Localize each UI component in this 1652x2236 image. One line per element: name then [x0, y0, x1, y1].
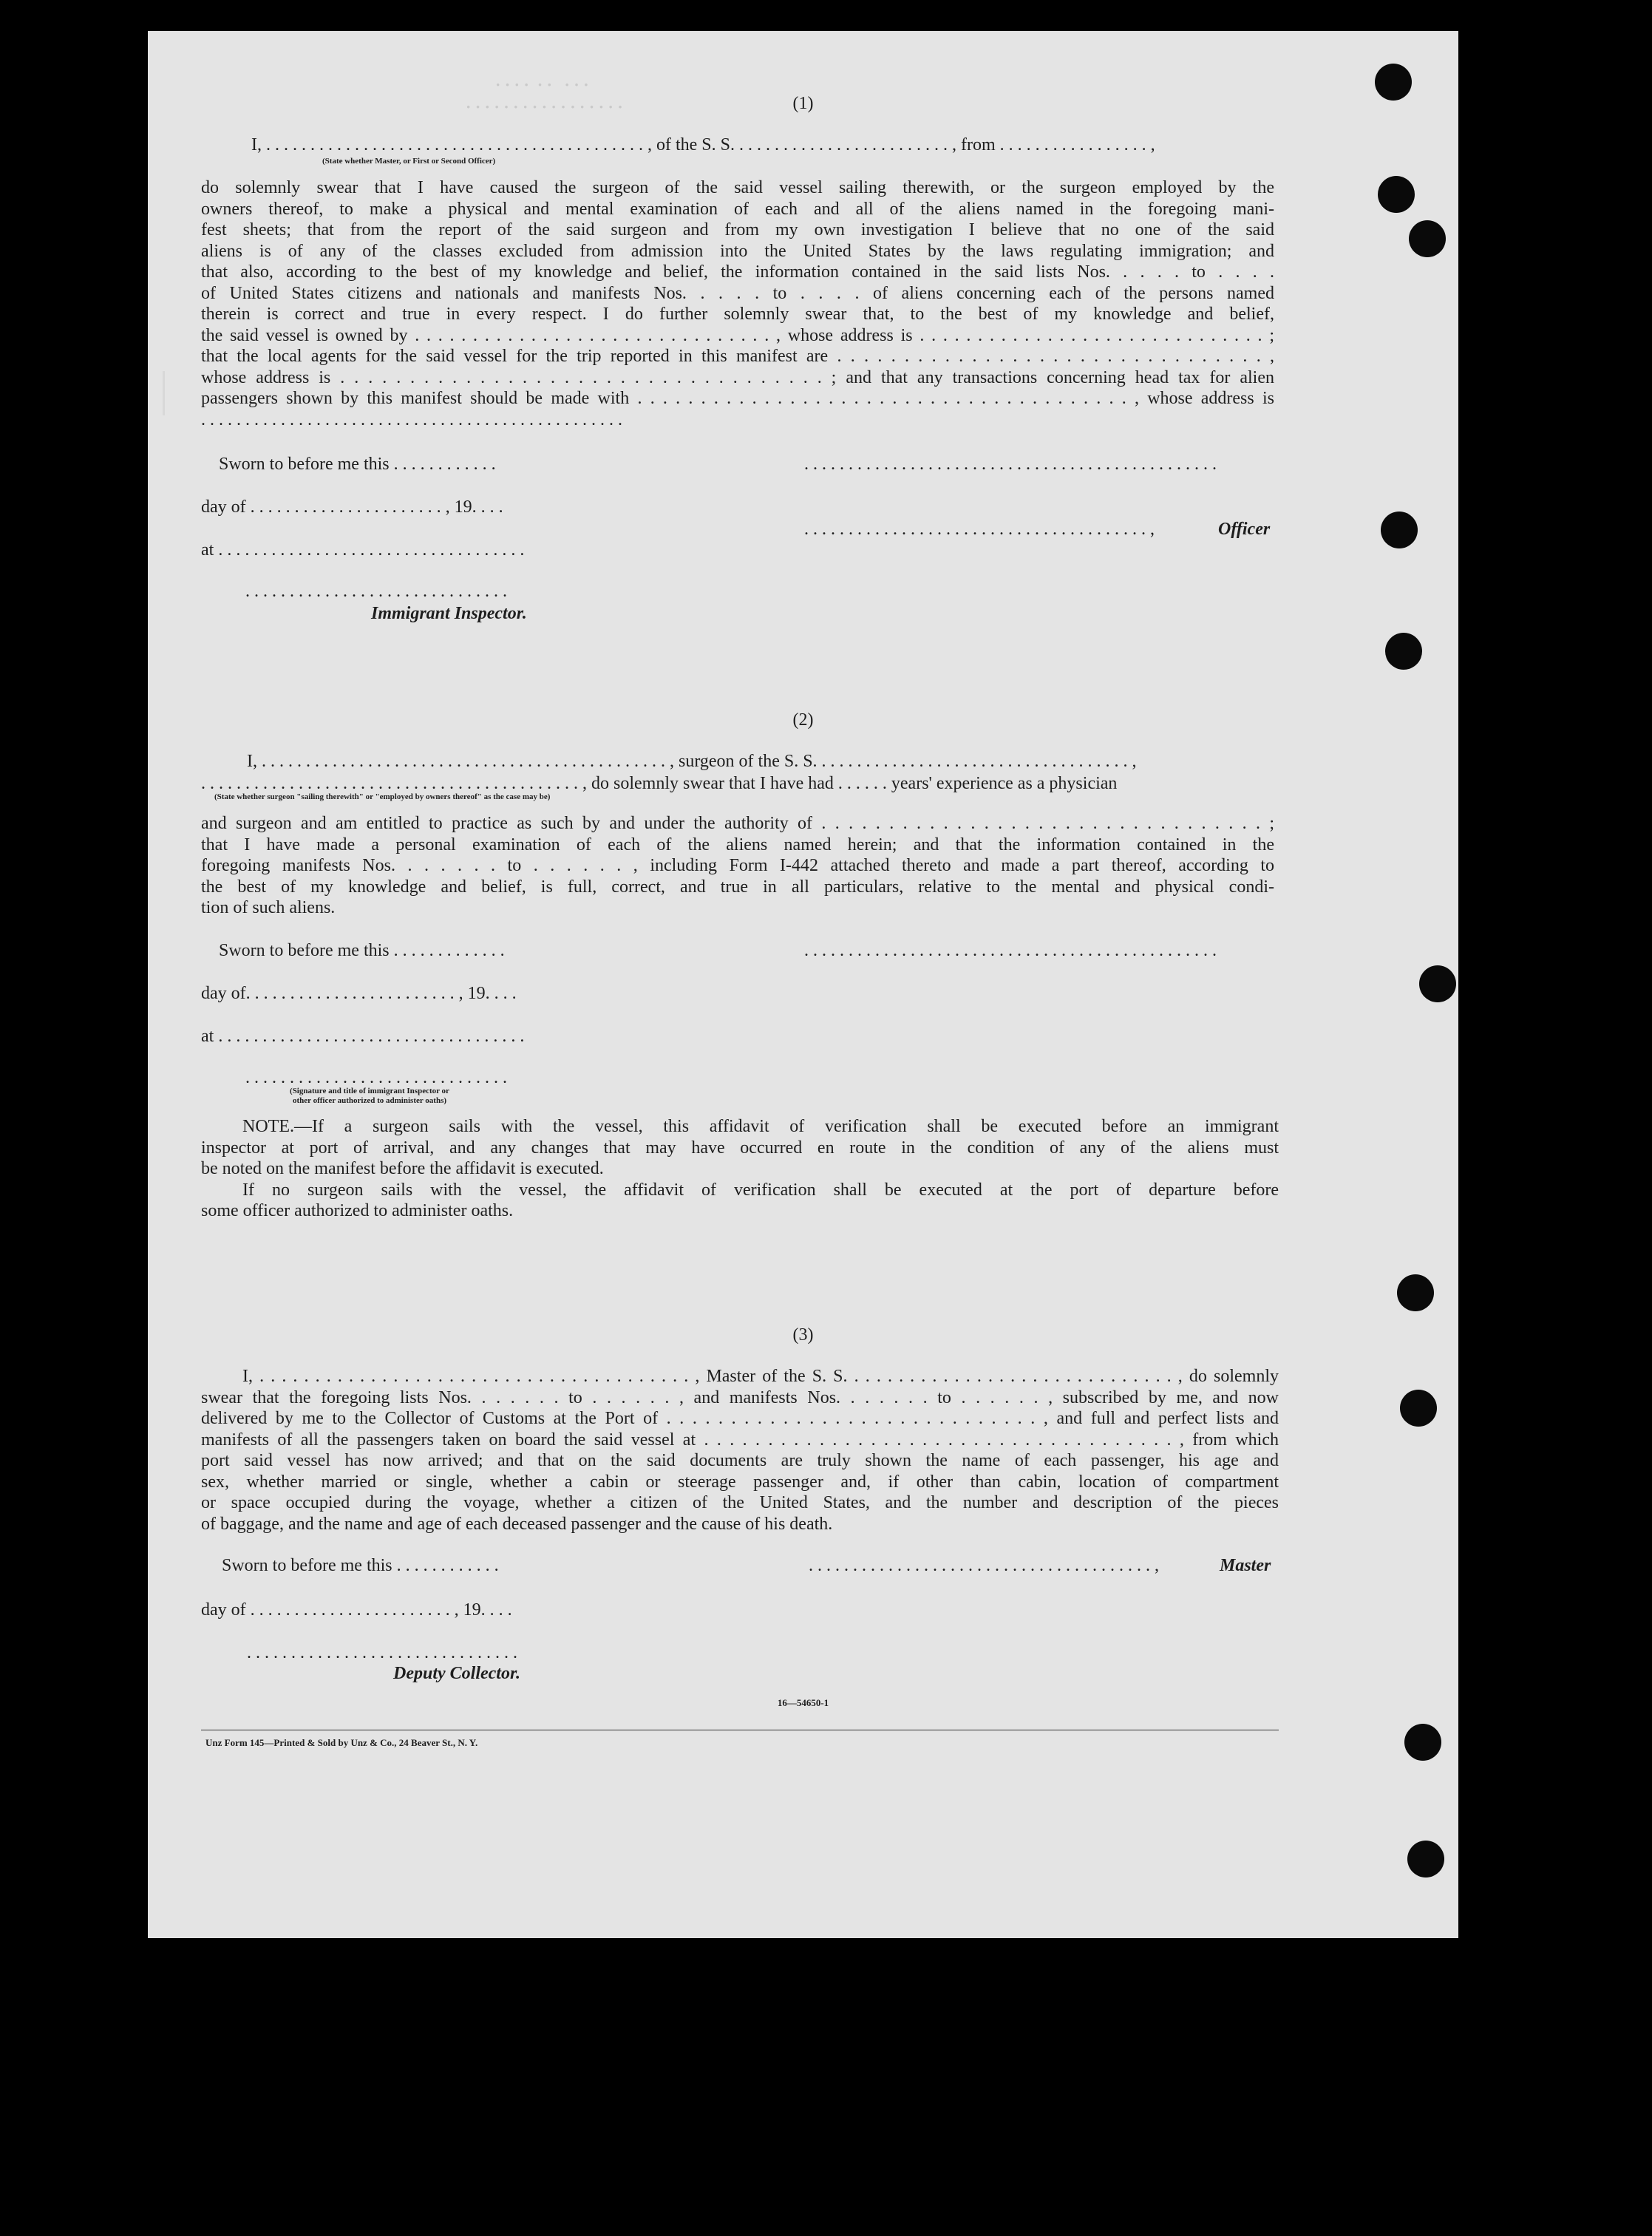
section2-caption: (State whether surgeon "sailing therewith" or "employed by owners thereof" as the case may be): [214, 792, 551, 801]
body-line: do solemnly swear that I have caused the surgeon of the said vessel sailing therewith, or the surgeon employed by the: [201, 178, 1274, 197]
scratch-mark: [163, 371, 165, 415]
section3-day: day of . . . . . . . . . . . . . . . . . . . . . . . , 19. . . .: [201, 1600, 512, 1620]
section1-line1: I, . . . . . . . . . . . . . . . . . . . . . . . . . . . . . . . . . . . . . . . . . . . , of the S. S. . . . . . . . . . . . . . . . . . . . . . . . . , from . . . . . . . . . . . . . . . . . ,: [251, 135, 1155, 154]
body-line: I, . . . . . . . . . . . . . . . . . . . . . . . . . . . . . . . . . . . . . . . , Master of the S. S. . . . . . . . . . . . . . . . . . . . . . . . . . . . . . , do solemnly: [242, 1367, 1279, 1386]
section1-caption: (State whether Master, or First or Second Officer): [322, 157, 496, 166]
body-line: that the local agents for the said vessel for the trip reported in this manifest are . . . . . . . . . . . . . . . . . . . . . . . . . . . . . . . . ,: [201, 347, 1274, 366]
section2-number: (2): [792, 710, 814, 730]
bleed-through-mark: · · · · · · · · ·: [495, 75, 589, 94]
body-line: the said vessel is owned by . . . . . . . . . . . . . . . . . . . . . . . . . . . . . . . , whose address is . . . . . . . . . . . . . . . . . . . . . . . . . . . . . . ;: [201, 325, 1274, 345]
binder-hole: [1375, 64, 1412, 101]
section1-at: at . . . . . . . . . . . . . . . . . . . . . . . . . . . . . . . . . . .: [201, 540, 525, 560]
body-line: fest sheets; that from the report of the said surgeon and from my own investigation I believe that no one of the said: [201, 220, 1274, 239]
section1-sworn: Sworn to before me this . . . . . . . . . . . .: [219, 455, 496, 474]
binder-hole: [1407, 1841, 1444, 1878]
body-line: delivered by me to the Collector of Customs at the Port of . . . . . . . . . . . . . . . . . . . . . . . . . . . . . , and full and perfect lists and: [201, 1409, 1279, 1428]
binder-hole: [1419, 965, 1456, 1002]
note-line: some officer authorized to administer oaths.: [201, 1201, 514, 1220]
section1-officer-dots: . . . . . . . . . . . . . . . . . . . . . . . . . . . . . . . . . . . . . . . ,: [804, 520, 1155, 539]
section1-officer-label: Officer: [1218, 520, 1271, 539]
form-number: 16—54650-1: [777, 1697, 829, 1708]
body-line: manifests of all the passengers taken on board the said vessel at . . . . . . . . . . . . . . . . . . . . . . . . . . . . . . . . . . . . . , from which: [201, 1430, 1279, 1450]
body-line: aliens is of any of the classes excluded from admission into the United States by the laws regulating immigration; and: [201, 241, 1274, 261]
body-line: sex, whether married or single, whether a cabin or steerage passenger and, if other than cabin, location of compartment: [201, 1472, 1279, 1492]
section3-collector-label: Deputy Collector.: [393, 1664, 520, 1683]
body-line: tion of such aliens.: [201, 898, 336, 917]
body-line: and surgeon and am entitled to practice as such by and under the authority of . . . . . . . . . . . . . . . . . . . . . . . . . . . . . . . . . ;: [201, 814, 1274, 833]
note-line: inspector at port of arrival, and any changes that may have occurred en route in the condition of any of the aliens must: [201, 1138, 1279, 1158]
bleed-through-mark: · · · · · · · · · · · · · · · · ·: [466, 98, 623, 116]
binder-hole: [1397, 1274, 1434, 1311]
binder-hole: [1381, 512, 1418, 548]
section2-body: [201, 813, 1274, 919]
section2-sig-dots: . . . . . . . . . . . . . . . . . . . . . . . . . . . . . .: [245, 1068, 507, 1087]
section2-at: at . . . . . . . . . . . . . . . . . . . . . . . . . . . . . . . . . . .: [201, 1027, 525, 1046]
form-page: [148, 31, 1458, 1938]
section1-day: day of . . . . . . . . . . . . . . . . . . . . . . , 19. . . .: [201, 497, 503, 517]
section3-master-dots: . . . . . . . . . . . . . . . . . . . . . . . . . . . . . . . . . . . . . . . ,: [809, 1556, 1159, 1575]
body-line: owners thereof, to make a physical and mental examination of each and all of the aliens named in the foregoing mani-: [201, 199, 1274, 219]
section1-sig-dots: . . . . . . . . . . . . . . . . . . . . . . . . . . . . . .: [245, 582, 507, 601]
section3-body: [201, 1366, 1279, 1535]
section2-sig-caption-2: other officer authorized to administer oaths): [292, 1096, 447, 1105]
body-line: that also, according to the best of my knowledge and belief, the information contained in the said lists Nos. . . . . to . . . .: [201, 262, 1274, 282]
body-line: the best of my knowledge and belief, is full, correct, and true in all particulars, relative to the mental and physical condi-: [201, 877, 1274, 897]
section1-number: (1): [792, 94, 814, 113]
body-line: port said vessel has now arrived; and that on the said documents are truly shown the name of each passenger, his age and: [201, 1451, 1279, 1470]
body-line: foregoing manifests Nos. . . . . . . to . . . . . . , including Form I-442 attached thereto and made a part thereof, according to: [201, 856, 1274, 875]
section3-sig-dots: . . . . . . . . . . . . . . . . . . . . . . . . . . . . . . .: [247, 1643, 517, 1662]
body-line: of baggage, and the name and age of each deceased passenger and the cause of his death.: [201, 1514, 833, 1534]
section2-day: day of. . . . . . . . . . . . . . . . . . . . . . . . , 19. . . .: [201, 984, 517, 1003]
binder-hole: [1404, 1724, 1441, 1761]
section2-right-dots: . . . . . . . . . . . . . . . . . . . . . . . . . . . . . . . . . . . . . . . . . . . . . . .: [804, 941, 1217, 960]
section2-note: [201, 1116, 1279, 1222]
body-line: swear that the foregoing lists Nos. . . . . . . to . . . . . . , and manifests Nos. . . . . . . to . . . . . . , subscribed by me, and now: [201, 1387, 1279, 1407]
body-line: or space occupied during the voyage, whether a citizen of the United States, and the number and description of the pieces: [201, 1493, 1279, 1512]
section2-line1: I, . . . . . . . . . . . . . . . . . . . . . . . . . . . . . . . . . . . . . . . . . . . . . . , surgeon of the S. S. . . . . . . . . . . . . . . . . . . . . . . . . . . . . . . . . . . . ,: [247, 752, 1137, 771]
body-line: . . . . . . . . . . . . . . . . . . . . . . . . . . . . . . . . . . . . . . . . . . . . . . . .: [201, 410, 622, 429]
section2-sworn: Sworn to before me this . . . . . . . . . . . . .: [219, 941, 505, 960]
binder-hole: [1378, 176, 1415, 213]
printer-imprint: Unz Form 145—Printed & Sold by Unz & Co., 24 Beaver St., N. Y.: [205, 1737, 478, 1748]
note-line: NOTE.—If a surgeon sails with the vessel, this affidavit of verification shall be executed before an immigrant: [242, 1117, 1279, 1136]
section2-sig-caption-1: (Signature and title of immigrant Inspector or: [290, 1087, 449, 1095]
body-line: that I have made a personal examination of each of the aliens named herein; and that the information contained in the: [201, 835, 1274, 854]
note-line: be noted on the manifest before the affidavit is executed.: [201, 1159, 604, 1178]
body-line: of United States citizens and nationals and manifests Nos. . . . . to . . . . of aliens concerning each of the persons named: [201, 283, 1274, 303]
section1-inspector-label: Immigrant Inspector.: [371, 604, 527, 623]
section1-right-dots: . . . . . . . . . . . . . . . . . . . . . . . . . . . . . . . . . . . . . . . . . . . . . . .: [804, 455, 1217, 474]
section3-sworn: Sworn to before me this . . . . . . . . . . . .: [222, 1556, 499, 1575]
section2-line2: . . . . . . . . . . . . . . . . . . . . . . . . . . . . . . . . . . . . . . . . . . . , do solemnly swear that I have had . . . . . . years' experience as a physician: [201, 774, 1118, 793]
body-line: whose address is . . . . . . . . . . . . . . . . . . . . . . . . . . . . . . . . . . . ; and that any transactions concerning head tax for alien: [201, 367, 1274, 387]
section3-number: (3): [792, 1325, 814, 1345]
section3-master-label: Master: [1220, 1556, 1271, 1575]
body-line: therein is correct and true in every respect. I do further solemnly swear that, to the best of my knowledge and belief,: [201, 305, 1274, 324]
body-line: passengers shown by this manifest should be made with . . . . . . . . . . . . . . . . . . . . . . . . . . . . . . . . . . . . . . . , whose address is: [201, 389, 1274, 408]
binder-hole: [1409, 220, 1446, 257]
section1-body: [201, 177, 1274, 430]
binder-hole: [1385, 633, 1422, 670]
note-line: If no surgeon sails with the vessel, the affidavit of verification shall be executed at the port of departure before: [242, 1180, 1279, 1200]
binder-hole: [1400, 1390, 1437, 1427]
